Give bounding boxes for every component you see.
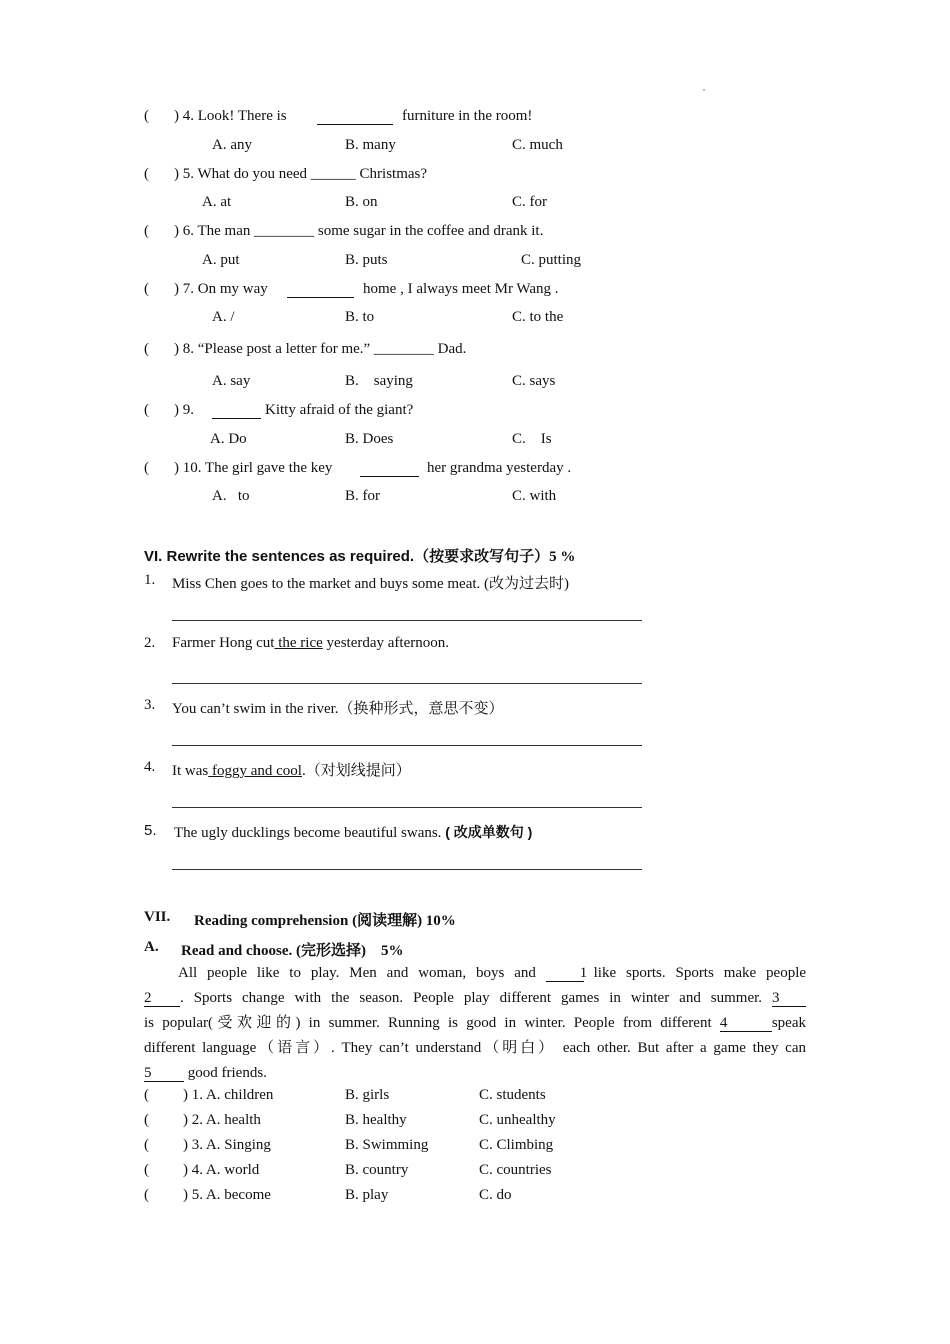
- rewrite-item-1-answer-line[interactable]: [172, 620, 642, 621]
- question-5-option-a: A. at: [202, 194, 232, 210]
- rewrite-item-number: 4.: [144, 759, 156, 775]
- question-10-option-c: C. with: [512, 488, 557, 504]
- question-7-blank[interactable]: [287, 297, 354, 298]
- rewrite-item-number: 3.: [144, 697, 156, 713]
- rewrite-item-2-pre: Farmer Hong cut: [172, 635, 275, 651]
- question-10-after: her grandma yesterday .: [427, 460, 572, 476]
- rewrite-item-3-answer-line[interactable]: [172, 745, 642, 746]
- question-10-option-b: B. for: [345, 488, 380, 504]
- rewrite-item-3-text: You can’t swim in the river.（换种形式，意思不变）: [172, 701, 504, 717]
- answer-paren: (: [144, 460, 149, 476]
- rewrite-item-5-answer-line[interactable]: [172, 869, 642, 870]
- rewrite-item-5-text: [174, 822, 532, 842]
- cloze-question-3-option-b: B. Swimming: [345, 1137, 429, 1153]
- cloze-question-1-option-b: B. girls: [345, 1087, 390, 1103]
- question-4-blank[interactable]: [317, 124, 393, 125]
- question-5-option-c: C. for: [512, 194, 547, 210]
- question-7-option-b: B. to: [345, 309, 375, 325]
- rewrite-item-2-answer-line[interactable]: [172, 683, 642, 684]
- cloze-question-1: ) 1. A. children: [183, 1087, 274, 1103]
- passage-text: speak: [771, 1015, 806, 1031]
- question-4-after: furniture in the room!: [402, 108, 533, 124]
- cloze-question-5-option-b: B. play: [345, 1187, 389, 1203]
- rewrite-item-2-underlined: the rice: [274, 635, 323, 651]
- answer-paren: (: [144, 223, 149, 239]
- passage-text: good friends.: [187, 1065, 267, 1081]
- question-4-option-a: A. any: [212, 137, 252, 153]
- question-9-option-c: C. Is: [512, 431, 552, 447]
- question-9-text: ) 9.: [174, 402, 194, 418]
- cloze-question-2: ) 2. A. health: [183, 1112, 261, 1128]
- answer-paren: (: [144, 1187, 149, 1203]
- rewrite-item-number: 1.: [144, 572, 156, 588]
- stray-mark: ˙: [702, 86, 706, 100]
- section-vi-heading: [144, 545, 575, 566]
- question-6-option-a: A. put: [202, 252, 240, 268]
- rewrite-item-4-text: [172, 759, 411, 780]
- section-vii-number: VII.: [144, 909, 171, 925]
- cloze-question-2-option-b: B. healthy: [345, 1112, 407, 1128]
- answer-paren: (: [144, 1162, 149, 1178]
- question-8-option-a: A. say: [212, 373, 251, 389]
- question-7-text: ) 7. On my way: [174, 281, 268, 297]
- question-4-option-b: B. many: [345, 137, 396, 153]
- answer-paren: (: [144, 1137, 149, 1153]
- rewrite-item-4-underlined: foggy and cool: [208, 763, 302, 779]
- question-6-option-b: B. puts: [345, 252, 388, 268]
- cloze-blank-5[interactable]: 5: [144, 1065, 184, 1082]
- passage-text: . Sports change with the season. People play different games in winter and summer.: [180, 990, 763, 1006]
- part-a-heading: Read and choose. (完形选择) 5%: [181, 943, 404, 959]
- question-10-option-a: A. to: [212, 488, 250, 504]
- answer-paren: (: [144, 108, 149, 124]
- question-4-text: ) 4. Look! There is: [174, 108, 287, 124]
- question-7-option-a: A. /: [212, 309, 235, 325]
- cloze-question-5-option-c: C. do: [479, 1187, 512, 1203]
- rewrite-item-4-answer-line[interactable]: [172, 807, 642, 808]
- rewrite-item-5-body: The ugly ducklings become beautiful swans.: [174, 825, 442, 841]
- passage-text: All people like to play. Men and woman, boys and: [178, 965, 536, 981]
- question-10-text: ) 10. The girl gave the key: [174, 460, 333, 476]
- rewrite-item-1-text: Miss Chen goes to the market and buys some meat. (改为过去时): [172, 576, 570, 592]
- passage-text: is popular(受欢迎的) in summer. Running is good in winter. People from different: [144, 1015, 712, 1031]
- answer-paren: (: [144, 1087, 149, 1103]
- cloze-question-3-option-c: C. Climbing: [479, 1137, 554, 1153]
- question-10-blank[interactable]: [360, 476, 419, 477]
- question-7-after: home , I always meet Mr Wang .: [363, 281, 559, 297]
- answer-paren: (: [144, 1112, 149, 1128]
- question-8-option-c: C. says: [512, 373, 556, 389]
- question-7-option-c: C. to the: [512, 309, 564, 325]
- cloze-question-5: ) 5. A. become: [183, 1187, 271, 1203]
- question-9-option-a: A. Do: [210, 431, 247, 447]
- question-8-text: ) 8. “Please post a letter for me.” ________ Dad.: [174, 341, 467, 357]
- question-5-text: ) 5. What do you need ______ Christmas?: [174, 166, 428, 182]
- rewrite-item-4-pre: It was: [172, 763, 209, 779]
- question-8-option-b: B. saying: [345, 373, 413, 389]
- passage-text: different language（语言）. They can’t understand（明白） each other. But after a game they can: [144, 1040, 806, 1056]
- question-6-text: ) 6. The man ________ some sugar in the coffee and drank it.: [174, 223, 544, 239]
- question-6-option-c: C. putting: [521, 252, 582, 268]
- cloze-question-4: ) 4. A. world: [183, 1162, 260, 1178]
- cloze-blank-2[interactable]: 2: [144, 990, 180, 1007]
- cloze-question-2-option-c: C. unhealthy: [479, 1112, 556, 1128]
- cloze-question-1-option-c: C. students: [479, 1087, 546, 1103]
- cloze-passage: [144, 961, 806, 1086]
- rewrite-item-4-post: .（对划线提问）: [301, 763, 411, 779]
- question-4-option-c: C. much: [512, 137, 563, 153]
- question-5-option-b: B. on: [345, 194, 378, 210]
- question-9-option-b: B. Does: [345, 431, 394, 447]
- part-a-label: A.: [144, 939, 159, 955]
- answer-paren: (: [144, 281, 149, 297]
- section-vi-heading-cn: （按要求改写句子）5 %: [414, 549, 576, 565]
- section-vii-heading: Reading comprehension (阅读理解) 10%: [194, 913, 456, 929]
- cloze-blank-1[interactable]: 1: [546, 965, 584, 982]
- rewrite-item-number: 5.: [144, 822, 157, 839]
- section-vi-heading-en: VI. Rewrite the sentences as required.: [144, 548, 415, 565]
- cloze-question-4-option-b: B. country: [345, 1162, 409, 1178]
- rewrite-item-2-post: yesterday afternoon.: [322, 635, 449, 651]
- cloze-blank-3[interactable]: 3: [772, 990, 806, 1007]
- answer-paren: (: [144, 402, 149, 418]
- answer-paren: (: [144, 166, 149, 182]
- cloze-blank-4[interactable]: 4: [720, 1015, 772, 1032]
- question-9-after: Kitty afraid of the giant?: [265, 402, 414, 418]
- cloze-question-4-option-c: C. countries: [479, 1162, 552, 1178]
- answer-paren: (: [144, 341, 149, 357]
- rewrite-item-2-text: [172, 635, 449, 652]
- question-9-blank[interactable]: [212, 418, 261, 419]
- rewrite-item-5-note: ( 改成单数句 ): [445, 824, 533, 840]
- rewrite-item-number: 2.: [144, 635, 156, 651]
- passage-text: like sports. Sports make people: [593, 965, 807, 981]
- cloze-question-3: ) 3. A. Singing: [183, 1137, 271, 1153]
